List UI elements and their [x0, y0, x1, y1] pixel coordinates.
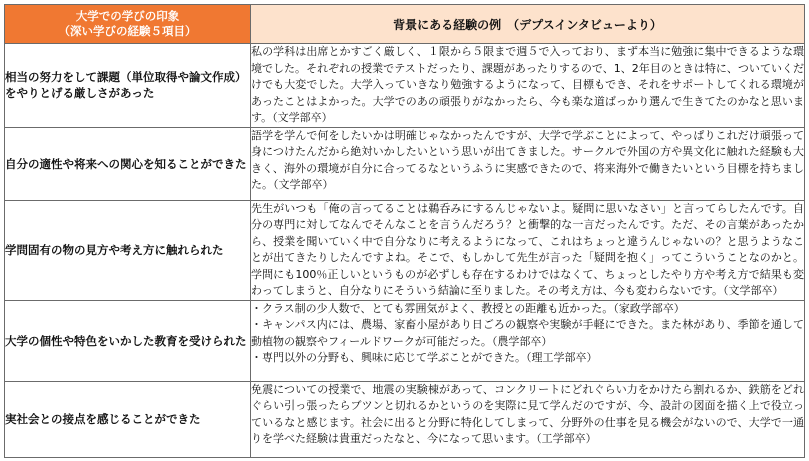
impression-item: 自分の適性や将来への関心を知ることができた: [5, 127, 251, 200]
header-impression: [5, 5, 251, 44]
table-row: [5, 381, 805, 457]
header-experience: 背景にある経験の例 （デプスインタビューより）: [251, 5, 805, 44]
experience-bullet: ・専門以外の分野も、興味に応じて学ぶことができた。（理工学部卒）: [251, 351, 598, 364]
experience-example: 先生がいつも「俺の言ってることは鵜呑みにするんじゃないよ。疑問に思いなさい」と言ってらしたんです。自分の専門に対してなんでそんなことを言うんだろう？と衝撃的な一言だったんです。ただ、その言葉があったから、授業を聞いていく中で自分なりに考えるようになって、これはちょっと違うんじゃないの？と思うようなことが出てきたりしたんですよね。そこで、もしかして先生が言った「疑問を抱く」ってこういうことなのかと。学問にも100％正しいというものが必ずしも存在するわけではなくて、ちょっとしたやり方や考え方で結果も変わってしまうと、自分なりにそういう結論に至りました。その考え方は、今も変わらないです。（文学部卒）: [251, 200, 805, 300]
experience-example: 免震についての授業で、地震の実験棟があって、コンクリートにどれぐらい力をかけたら割れるか、鉄筋をどれぐらい引っ張ったらブツンと切れるかというのを実際に見て学んだのですが、今、設計の図面を描く上で役立っているなと感じます。社会に出ると分野に特化してしまって、分野外の仕事を見る機会がないので、大学で一通りを学べた経験は貴重だったなと、今になって思います。（工学部卒）: [251, 381, 805, 457]
experience-bullet: ・キャンパス内には、農場、家畜小屋があり日ごろの観察や実験が手軽にできた。また林があり、季節を通して動植物の観察やフィールドワークが可能だった。（農学部卒）: [251, 318, 804, 348]
experience-example: 私の学科は出席とかすごく厳しく、１限から５限まで週５で入っており、まず本当に勉強に集中できるような環境でした。それぞれの授業でテストだったり、課題があったりするので、1、2年目のときは特に、ついていくだけでも大変でした。大学入っていきなり勉強するようになって、目標もでき、それをサポートしてくれる環境があったことはよかった。大学でのあの頑張りがなかったら、今も楽な道ばっかり選んで生きてたのかなと思います。（文学部卒）: [251, 44, 805, 128]
table-row: [5, 44, 805, 128]
header-row: [5, 5, 805, 44]
experience-example: 語学を学んで何をしたいかは明確じゃなかったんですが、大学で学ぶことによって、やっぱりこれだけ頑張って身につけたんだから絶対いかしたいという思いが出てきました。サークルで外国の方や異文化に触れた経験も大きく、海外の環境が自分に合ってるなというふうに実感できたので、将来海外で働きたいという目標を持ちました。（文学部卒）: [251, 127, 805, 200]
table-row: [5, 300, 805, 381]
impression-item: 学問固有の物の見方や考え方に触れられた: [5, 200, 251, 300]
experience-bullet: ・クラス制の少人数で、とても雰囲気がよく、教授との距離も近かった。（家政学部卒）: [251, 301, 685, 315]
table-row: [5, 127, 805, 200]
header-impression-subtitle: （深い学びの経験５項目）: [58, 24, 197, 38]
experience-table: [4, 4, 805, 458]
table-row: [5, 200, 805, 300]
impression-item: 実社会との接点を感じることができた: [5, 381, 251, 457]
impression-item: 大学の個性や特色をいかした教育を受けられた: [5, 300, 251, 381]
impression-item: 相当の努力をして課題（単位取得や論文作成）をやりとげる厳しさがあった: [5, 44, 251, 128]
header-impression-title: 大学での学びの印象: [75, 9, 180, 23]
experience-example-list: [251, 300, 805, 381]
